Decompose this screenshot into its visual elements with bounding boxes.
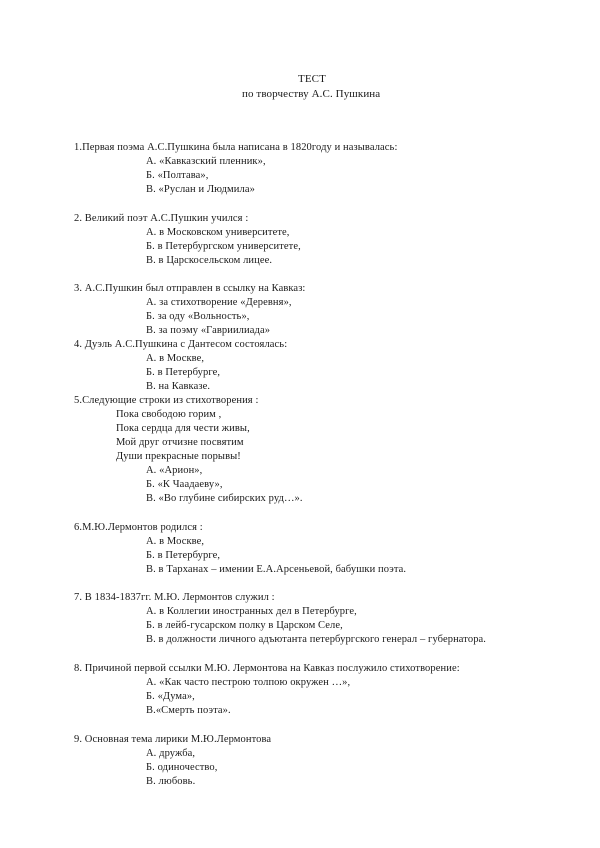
verse-line-4: Души прекрасные порывы!: [116, 451, 241, 462]
question-3: 3. А.С.Пушкин был отправлен в ссылку на Кавказ:: [74, 283, 306, 294]
question-7-option-c: В. в должности личного адъютанта петербургского генерал – губернатора.: [146, 634, 487, 645]
question-4-option-c: В. на Кавказе.: [146, 381, 211, 392]
question-3-option-b: Б. за оду «Вольность»,: [146, 311, 250, 322]
question-5: 5.Следующие строки из стихотворения :: [74, 395, 259, 406]
question-2: 2. Великий поэт А.С.Пушкин учился :: [74, 213, 249, 224]
question-4: 4. Дуэль А.С.Пушкина с Дантесом состоялась:: [74, 339, 288, 350]
document-subtitle: по творчеству А.С. Пушкина: [242, 88, 381, 100]
question-8-option-a: А. «Как часто пестрою толпою окружен …»,: [146, 677, 351, 688]
question-7: 7. В 1834-1837гг. М.Ю. Лермонтов служил :: [74, 592, 275, 603]
question-8-option-c: В.«Смерть поэта».: [146, 705, 231, 716]
question-6-option-c: В. в Тарханах – имении Е.А.Арсеньевой, бабушки поэта.: [146, 564, 407, 575]
question-4-option-a: А. в Москве,: [146, 353, 205, 364]
question-5-option-a: А. «Арион»,: [146, 465, 203, 476]
document-title: ТЕСТ: [298, 73, 326, 85]
question-3-option-a: А. за стихотворение «Деревня»,: [146, 297, 292, 308]
question-1: 1.Первая поэма А.С.Пушкина была написана в 1820году и называлась:: [74, 142, 398, 153]
question-2-option-a: А. в Московском университете,: [146, 227, 290, 238]
question-9: 9. Основная тема лирики М.Ю.Лермонтова: [74, 734, 272, 745]
question-5-option-b: Б. «К Чаадаеву»,: [146, 479, 223, 490]
question-7-option-b: Б. в лейб-гусарском полку в Царском Селе,: [146, 620, 343, 631]
question-1-option-b: Б. «Полтава»,: [146, 170, 209, 181]
verse-line-2: Пока сердца для чести живы,: [116, 423, 250, 434]
question-2-option-c: В. в Царскосельском лицее.: [146, 255, 273, 266]
question-5-option-c: В. «Во глубине сибирских руд…».: [146, 493, 303, 504]
question-2-option-b: Б. в Петербургском университете,: [146, 241, 301, 252]
question-8: 8. Причиной первой ссылки М.Ю. Лермонтова на Кавказ послужило стихотворение:: [74, 663, 460, 674]
question-1-option-a: А. «Кавказский пленник»,: [146, 156, 266, 167]
question-9-option-a: А. дружба,: [146, 748, 196, 759]
question-6-option-a: А. в Москве,: [146, 536, 205, 547]
question-6-option-b: Б. в Петербурге,: [146, 550, 221, 561]
question-6: 6.М.Ю.Лермонтов родился :: [74, 522, 203, 533]
verse-line-1: Пока свободою горим ,: [116, 409, 222, 420]
question-9-option-b: Б. одиночество,: [146, 762, 218, 773]
question-8-option-b: Б. «Дума»,: [146, 691, 195, 702]
question-3-option-c: В. за поэму «Гавриилиада»: [146, 325, 271, 336]
question-4-option-b: Б. в Петербурге,: [146, 367, 221, 378]
verse-line-3: Мой друг отчизне посвятим: [116, 437, 244, 448]
question-7-option-a: А. в Коллегии иностранных дел в Петербурге,: [146, 606, 357, 617]
question-9-option-c: В. любовь.: [146, 776, 196, 787]
question-1-option-c: В. «Руслан и Людмила»: [146, 184, 255, 195]
